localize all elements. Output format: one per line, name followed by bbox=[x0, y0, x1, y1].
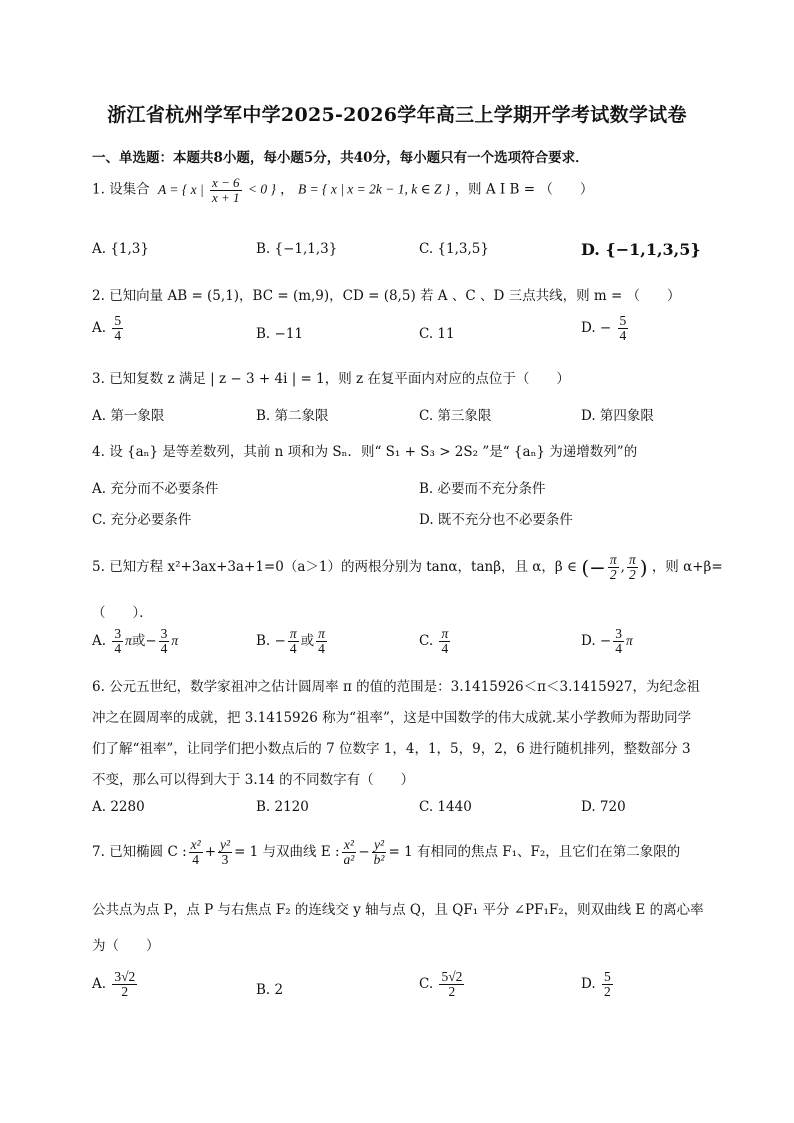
fraction-numerator: y² bbox=[220, 837, 231, 852]
fraction bbox=[608, 553, 619, 582]
fraction-denominator: 4 bbox=[160, 641, 168, 657]
question-6 bbox=[92, 675, 700, 695]
option-label: D. bbox=[581, 976, 596, 993]
question-number: 2. bbox=[92, 288, 105, 304]
option-c bbox=[419, 627, 452, 656]
option-d bbox=[581, 627, 633, 656]
fraction bbox=[288, 627, 299, 656]
option-c: C. 1440 bbox=[419, 799, 472, 815]
fraction-numerator: 5 bbox=[603, 969, 611, 984]
fraction-denominator: 2 bbox=[609, 567, 617, 583]
comma: ， bbox=[280, 181, 294, 198]
question-5 bbox=[92, 553, 723, 582]
question-line-3: 们了解“祖率”，让同学们把小数点后的 7 位数字 1，4，1，5，9，2，6 进行随机排列，整数部分 3 bbox=[92, 741, 691, 757]
option-label: A. bbox=[92, 320, 107, 337]
option-d: D. {−1,1,3,5} bbox=[581, 240, 701, 259]
question-4 bbox=[92, 440, 637, 460]
equation-part-1: = 1 与双曲线 E : bbox=[234, 844, 340, 861]
option-c: C. {1,3,5} bbox=[419, 241, 489, 257]
fraction-denominator: 3 bbox=[221, 852, 229, 868]
fraction-denominator: 2 bbox=[603, 984, 611, 1000]
option-d: D. 720 bbox=[581, 799, 626, 815]
fraction-numerator: 3 bbox=[160, 626, 168, 641]
fraction-denominator: 4 bbox=[615, 641, 622, 657]
fraction-numerator: 3 bbox=[114, 626, 122, 641]
option-d: D. 第四象限 bbox=[581, 408, 654, 424]
or-word: 或 bbox=[131, 633, 146, 650]
option-b bbox=[256, 627, 329, 656]
question-text: 已知向量 AB = (5,1)，BC = (m,9)，CD = (8,5) 若 A 、C 、D 三点共线，则 m = （ ） bbox=[109, 288, 681, 304]
section-heading: 一、单选题：本题共8小题，每小题5分，共40分，每小题只有一个选项符合要求． bbox=[92, 150, 589, 166]
question-3 bbox=[92, 367, 570, 387]
fraction-denominator: 4 bbox=[441, 641, 449, 657]
answer-paren: （ ）． bbox=[92, 605, 153, 621]
fraction-denominator: 4 bbox=[619, 328, 627, 344]
option-d bbox=[581, 314, 630, 343]
minus-sign: − bbox=[358, 844, 370, 861]
fraction-denominator: 2 bbox=[448, 984, 456, 1000]
option-c: C. 11 bbox=[419, 326, 455, 342]
option-label: D. − bbox=[581, 320, 612, 337]
option-a bbox=[92, 627, 178, 656]
question-text: 设集合 bbox=[109, 181, 150, 198]
option-b: B. {−1,1,3} bbox=[256, 241, 338, 257]
fraction-denominator: x + 1 bbox=[212, 189, 240, 205]
option-c: C. 充分必要条件 bbox=[92, 512, 192, 528]
comma: , bbox=[620, 559, 625, 576]
option-label: A. bbox=[92, 976, 107, 993]
or-word: 或 bbox=[300, 633, 315, 650]
option-c: C. 第三象限 bbox=[419, 408, 492, 424]
question-2 bbox=[92, 284, 681, 304]
fraction-denominator: b² bbox=[373, 852, 385, 868]
plus-sign: + bbox=[204, 844, 217, 861]
option-a bbox=[92, 970, 139, 999]
option-label: C. bbox=[419, 976, 434, 993]
question-line-4: 不变，那么可以得到大于 3.14 的不同数字有（ ） bbox=[92, 772, 415, 788]
fraction-numerator: π bbox=[289, 626, 297, 641]
option-a bbox=[92, 314, 125, 343]
fraction-numerator: x − 6 bbox=[212, 175, 240, 190]
question-lead: 已知椭圆 C : bbox=[109, 844, 187, 861]
set-b: B = { x | x = 2k − 1, k ∈ Z } bbox=[297, 181, 451, 197]
fraction-denominator: 4 bbox=[318, 641, 325, 657]
fraction-denominator: 4 bbox=[114, 641, 122, 657]
option-a: A. 第一象限 bbox=[92, 408, 165, 424]
question-line-3: 为（ ） bbox=[92, 938, 160, 954]
option-a: A. {1,3} bbox=[92, 241, 149, 257]
fraction bbox=[218, 838, 232, 867]
option-label: A. bbox=[92, 633, 107, 650]
fraction-numerator: 5√2 bbox=[441, 969, 463, 984]
fraction bbox=[112, 627, 123, 656]
fraction bbox=[112, 970, 137, 999]
fraction-numerator: π bbox=[318, 626, 325, 641]
option-a: A. 充分而不必要条件 bbox=[92, 481, 219, 497]
fraction bbox=[439, 627, 450, 656]
question-line-2: 冲之在圆周率的成就，把 3.1415926 称为“祖率”，这是中国数学的伟大成就.某小学教师为帮助同学 bbox=[92, 710, 692, 726]
option-a: A. 2280 bbox=[92, 799, 145, 815]
question-text-tail: ，则 α+β= bbox=[651, 559, 723, 576]
set-a-fraction bbox=[210, 176, 242, 204]
question-text: 已知复数 z 满足 | z − 3 + 4i | = 1，则 z 在复平面内对应的点位于（ ） bbox=[109, 371, 570, 387]
minus-sign: − bbox=[145, 633, 157, 650]
fraction bbox=[439, 970, 464, 999]
question-number: 7. bbox=[92, 844, 105, 861]
fraction-numerator: 5 bbox=[114, 313, 122, 328]
fraction-denominator: 2 bbox=[628, 567, 636, 583]
interval-close: ) bbox=[639, 555, 648, 580]
fraction-denominator: 4 bbox=[289, 641, 297, 657]
option-label: C. bbox=[419, 633, 434, 650]
option-c bbox=[419, 970, 466, 999]
option-b: B. 必要而不充分条件 bbox=[419, 481, 546, 497]
option-b: B. 2 bbox=[256, 982, 284, 998]
fraction bbox=[159, 627, 170, 656]
fraction-numerator: π bbox=[609, 552, 617, 567]
option-label: B. − bbox=[256, 633, 286, 650]
fraction-numerator: x² bbox=[343, 837, 354, 852]
set-a-lead: A = { x | bbox=[157, 181, 204, 197]
exam-title: 浙江省杭州学军中学2025-2026学年高三上学期开学考试数学试卷 bbox=[107, 104, 687, 126]
fraction bbox=[613, 627, 624, 656]
fraction bbox=[618, 314, 629, 343]
fraction bbox=[602, 970, 613, 999]
option-label: D. − bbox=[581, 633, 612, 650]
fraction bbox=[112, 314, 123, 343]
question-number: 6. bbox=[92, 679, 105, 695]
fraction-numerator: y² bbox=[374, 837, 385, 852]
fraction bbox=[189, 838, 203, 867]
option-d bbox=[581, 970, 615, 999]
fraction-numerator: 3√2 bbox=[114, 969, 136, 984]
fraction-numerator: 3 bbox=[615, 626, 622, 641]
question-text: 设 {aₙ} 是等差数列，其前 n 项和为 Sₙ．则“ S₁ + S₃ > 2S₂ ”是“ {aₙ} 为递增数列”的 bbox=[109, 444, 638, 460]
question-line-2: 公共点为点 P，点 P 与右焦点 F₂ 的连线交 y 轴与点 Q，且 QF₁ 平分 ∠PF₁F₂，则双曲线 E 的离心率 bbox=[92, 902, 704, 918]
pi-symbol: π bbox=[626, 633, 633, 649]
fraction-denominator: 2 bbox=[121, 984, 129, 1000]
fraction bbox=[342, 838, 357, 867]
question-1 bbox=[92, 176, 593, 204]
question-line-1: 公元五世纪，数学家祖冲之估计圆周率 π 的值的范围是：3.1415926＜π＜3.1415927，为纪念祖 bbox=[109, 679, 701, 695]
question-number: 1. bbox=[92, 181, 105, 198]
pi-symbol: π bbox=[125, 633, 132, 649]
option-b: B. −11 bbox=[256, 326, 303, 342]
fraction-numerator: x² bbox=[190, 837, 201, 852]
fraction-denominator: 4 bbox=[192, 852, 200, 868]
option-b: B. 第二象限 bbox=[256, 408, 329, 424]
question-number: 4. bbox=[92, 444, 105, 460]
question-7 bbox=[92, 838, 680, 867]
fraction-numerator: 5 bbox=[619, 313, 627, 328]
option-b: B. 2120 bbox=[256, 799, 309, 815]
question-number: 5. bbox=[92, 559, 105, 576]
question-number: 3. bbox=[92, 371, 105, 387]
pi-symbol: π bbox=[171, 633, 179, 649]
question-ask: ，则 A I B = （ ） bbox=[454, 181, 594, 198]
fraction-numerator: π bbox=[628, 552, 636, 567]
fraction-denominator: 4 bbox=[114, 328, 122, 344]
question-text: 已知方程 x²+3ax+3a+1=0（a＞1）的两根分别为 tanα，tanβ，且 α，β ∈ bbox=[109, 559, 578, 576]
interval-open: (− bbox=[581, 555, 606, 580]
fraction-numerator: π bbox=[441, 626, 449, 641]
set-a-tail: < 0 } bbox=[247, 181, 276, 197]
equation-part-2: = 1 有相同的焦点 F₁、F₂，且它们在第二象限的 bbox=[388, 844, 681, 861]
option-d: D. 既不充分也不必要条件 bbox=[419, 512, 573, 528]
fraction-denominator: a² bbox=[343, 852, 355, 868]
fraction bbox=[316, 627, 327, 656]
fraction bbox=[372, 838, 387, 867]
fraction bbox=[627, 553, 638, 582]
